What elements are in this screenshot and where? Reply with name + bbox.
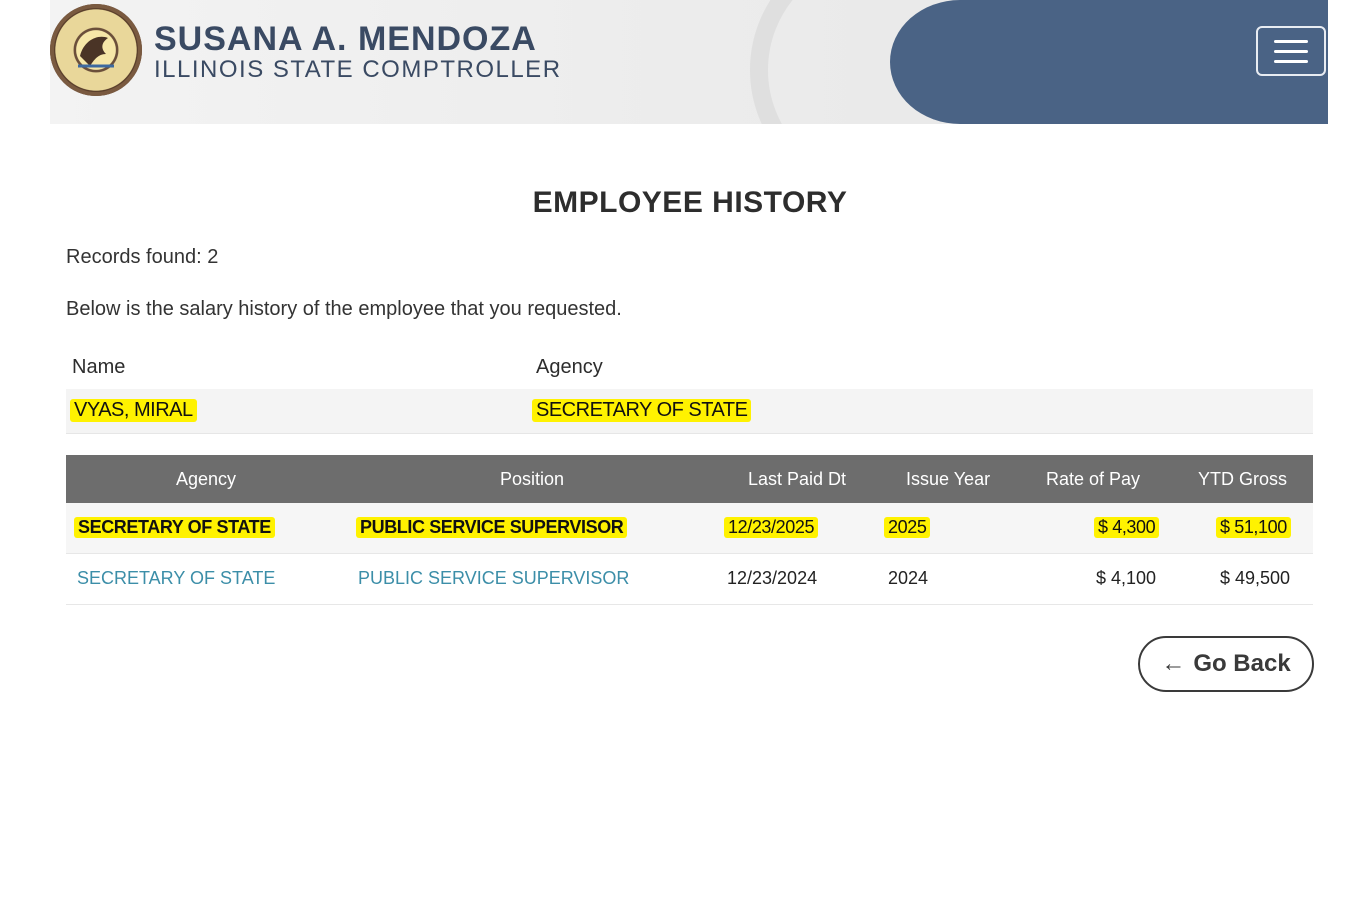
menu-icon-bar bbox=[1274, 50, 1308, 53]
row-agency-link[interactable]: SECRETARY OF STATE bbox=[77, 568, 276, 588]
row-ytd-gross: $ 49,500 bbox=[1220, 568, 1291, 588]
col-ytd-gross[interactable]: YTD Gross bbox=[1198, 469, 1288, 489]
employee-info-row bbox=[66, 389, 1313, 434]
row-agency-link[interactable]: SECRETARY OF STATE bbox=[74, 517, 275, 538]
row-position-link[interactable]: PUBLIC SERVICE SUPERVISOR bbox=[358, 568, 630, 588]
col-agency[interactable]: Agency bbox=[176, 469, 237, 489]
agency-label: Agency bbox=[536, 356, 603, 378]
name-label: Name bbox=[72, 356, 126, 378]
brand-name[interactable]: SUSANA A. MENDOZA bbox=[154, 20, 537, 58]
site-header bbox=[50, 0, 1328, 124]
table-row bbox=[66, 503, 1313, 554]
intro-text: Below is the salary history of the employee that you requested. bbox=[66, 298, 622, 320]
col-issue-year[interactable]: Issue Year bbox=[906, 469, 991, 489]
employee-agency: SECRETARY OF STATE bbox=[532, 399, 751, 422]
go-back-label: Go Back bbox=[1193, 650, 1291, 677]
state-seal-logo[interactable] bbox=[50, 4, 142, 96]
hamburger-menu-button[interactable] bbox=[1256, 26, 1326, 76]
row-rate-of-pay: $ 4,300 bbox=[1094, 517, 1159, 538]
menu-icon-bar bbox=[1274, 40, 1308, 43]
col-position[interactable]: Position bbox=[500, 469, 565, 489]
row-issue-year: 2024 bbox=[888, 568, 929, 588]
menu-icon-bar bbox=[1274, 60, 1308, 63]
row-rate-of-pay: $ 4,100 bbox=[1096, 568, 1157, 588]
row-position-link[interactable]: PUBLIC SERVICE SUPERVISOR bbox=[356, 517, 627, 538]
row-last-paid: 12/23/2025 bbox=[724, 517, 818, 538]
col-rate-of-pay[interactable]: Rate of Pay bbox=[1046, 469, 1141, 489]
eagle-icon bbox=[50, 4, 142, 96]
table-header bbox=[66, 455, 1313, 503]
go-back-button[interactable] bbox=[1138, 636, 1314, 692]
employee-name: VYAS, MIRAL bbox=[70, 399, 197, 422]
col-last-paid[interactable]: Last Paid Dt bbox=[748, 469, 847, 489]
row-last-paid: 12/23/2024 bbox=[727, 568, 818, 588]
records-found: Records found: 2 bbox=[66, 246, 219, 268]
row-ytd-gross: $ 51,100 bbox=[1216, 517, 1291, 538]
brand-subtitle[interactable]: ILLINOIS STATE COMPTROLLER bbox=[154, 56, 562, 83]
arrow-left-icon: ← bbox=[1161, 650, 1186, 677]
row-issue-year: 2025 bbox=[884, 517, 930, 538]
table-row bbox=[66, 554, 1313, 605]
page-title: EMPLOYEE HISTORY bbox=[532, 186, 848, 219]
